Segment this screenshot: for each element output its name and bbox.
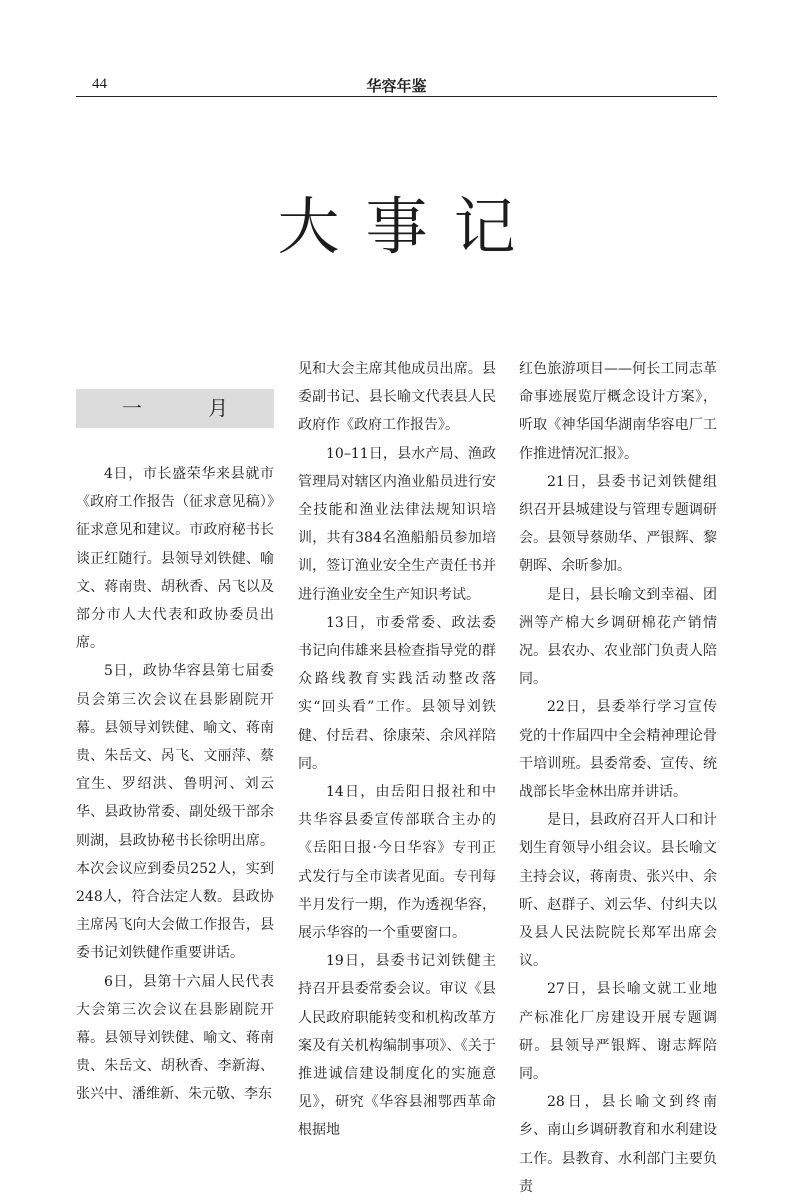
event-paragraph-continued: 见和大会主席其他成员出席。县委副书记、县长喻文代表县人民政府作《政府工作报告》。 [298,361,496,434]
event-paragraph: 28日，县长喻文到终南乡、南山乡调研教育和水利建设工作。县教育、水利部门主要负责 [519,1094,717,1195]
event-paragraph: 5日，政协华容县第七届委员会第三次会议在县影剧院开幕。县领导刘铁健、喻文、蒋南贵、朱岳文、呙飞、文丽萍、蔡宜生、罗绍洪、鲁明河、刘云华、县政协常委、副处级干部余则湖，县政协秘书长徐明出席。本次会议应到委员252人，实到248人，符合法定人数。县政协主席呙飞向大会做工作报告，县委书记刘铁健作重要讲话。 [76,663,274,962]
event-paragraph: 10–11日，县水产局、渔政管理局对辖区内渔业船员进行安全技能和渔业法律法规知识培训，共有384名渔船船员参加培训，签订渔业安全生产责任书并进行渔业安全生产知识考试。 [298,445,496,603]
book-title: 华容年鉴 [366,77,427,95]
event-paragraph: 27日，县长喻文就工业地产标准化厂房建设开展专题调研。县领导严银辉、谢志辉陪同。 [519,981,717,1083]
event-paragraph: 22日，县委举行学习宣传党的十作届四中全会精神理论骨干培训班。县委常委、宣传、统战部长毕金林出席并讲话。 [519,699,717,801]
event-paragraph: 是日，县长喻文到幸福、团洲等产棉大乡调研棉花产销情况。县农办、农业部门负责人陪同。 [519,586,717,688]
text-column-1 [76,355,274,1103]
event-paragraph: 13日，市委常委、政法委书记向伟雄来县检查指导党的群众路线教育实践活动整改落实“回头看”工作。县领导刘铁健、付岳君、徐康荣、余风祥陪同。 [298,614,496,772]
page-number: 44 [92,76,107,92]
text-column-2 [298,355,496,1139]
event-paragraph: 4日，市长盛荣华来县就市《政府工作报告（征求意见稿）》征求意见和建议。市政府秘书长谈正红随行。县领导刘铁健、喻文、蒋南贵、胡秋香、呙飞以及部分市人大代表和政协委员出席。 [76,466,274,652]
event-paragraph: 14日，由岳阳日报社和中共华容县委宣传部联合主办的《岳阳日报·今日华容》专刊正式发行与全市读者见面。专刊每半月发行一期，作为透视华容，展示华容的一个重要窗口。 [298,784,496,942]
event-paragraph: 21日，县委书记刘铁健组织召开县城建设与管理专题调研会。县领导蔡勋华、严银辉、黎朝晖、余昕参加。 [519,473,717,575]
event-paragraph: 6日，县第十六届人民代表大会第三次会议在县影剧院开幕。县领导刘铁健、喻文、蒋南贵、朱岳文、胡秋香、李新海、张兴中、潘维新、朱元敬、李东 [76,973,274,1103]
month-heading: 一 月 [76,389,274,428]
event-paragraph-continued: 红色旅游项目——何长工同志革命事迹展览厅概念设计方案》，听取《神华国华湖南华容电厂工作推进情况汇报》。 [519,361,717,462]
event-paragraph: 是日，县政府召开人口和计划生育领导小组会议。县长喻文主持会议，蒋南贵、张兴中、余昕、赵群子、刘云华、付纠夫以及县人民法院院长郑军出席会议。 [519,812,717,970]
running-header [76,72,717,97]
text-column-3 [519,355,717,1195]
section-title: 大事记 [277,190,542,263]
event-paragraph: 19日，县委书记刘铁健主持召开县委常委会议。审议《县人民政府职能转变和机构改革方案及有关机构编制事项》、《关于推进诚信建设制度化的实施意见》，研究《华容县湘鄂西革命根据地 [298,953,496,1139]
